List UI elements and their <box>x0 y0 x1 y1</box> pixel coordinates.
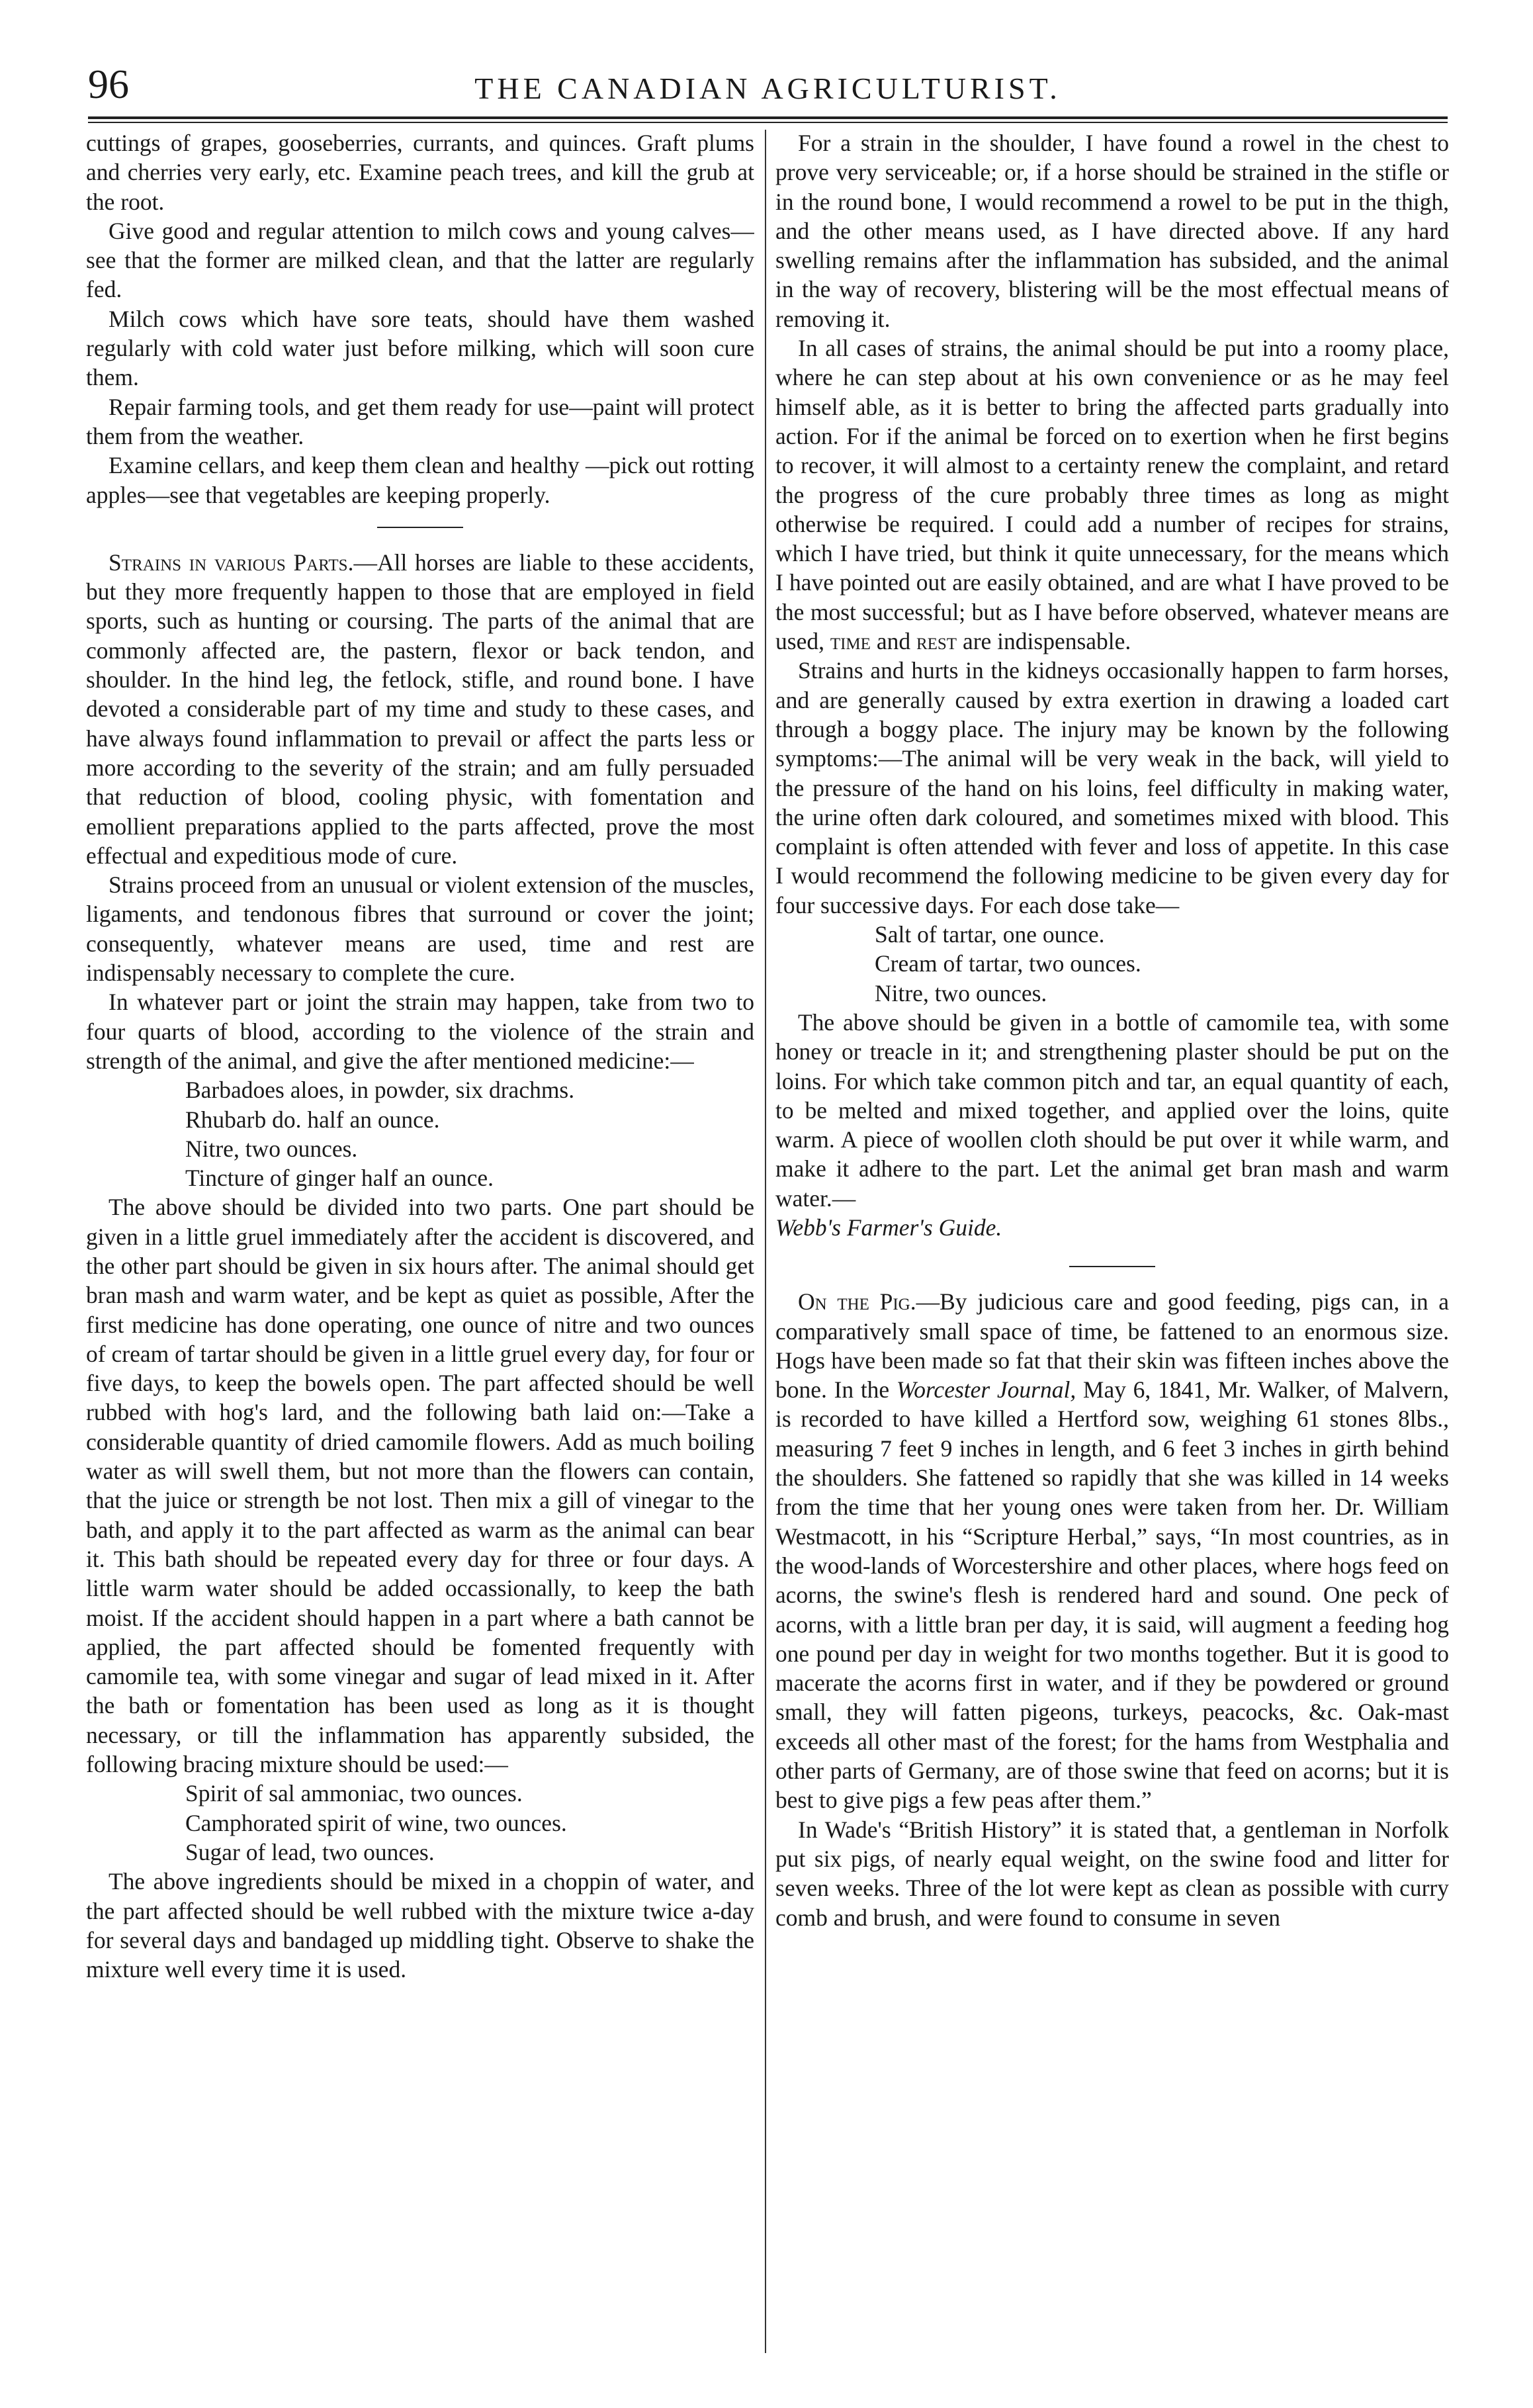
page-number: 96 <box>88 62 129 107</box>
article-heading: On the Pig. <box>798 1288 916 1315</box>
paragraph: cuttings of grapes, gooseberries, currants, and quinces. Graft plums and cherries very early, etc. Examine peach trees, and kill the grub at the root. <box>86 130 754 215</box>
section-separator <box>377 527 463 528</box>
recipe-line: Rhubarb do. half an ounce. <box>185 1106 440 1133</box>
paragraph: In Wade's “British History” it is stated that, a gentleman in Norfolk put six pigs, of nearly equal weight, on the swine food and litter for seven weeks. Three of the lot were kept as clean as possible with curry comb and brush, and were found to consume in seven <box>775 1816 1449 1931</box>
paragraph-text: and <box>870 628 916 655</box>
paragraph-text: The above should be given in a bottle of camomile tea, with some honey or treacle in it; and strengthening plaster should be put on the loins. For which take common pitch and tar, an equal quantity of each, to be melted and mixed together, and applied over the loins, quite warm. A piece of woollen cloth should be put over it while warm, and make it adhere to the part. Let the animal get bran mash and warm water.— <box>775 1008 1449 1212</box>
paragraph: Strains proceed from an unusual or violent extension of the muscles, ligaments, and tendonous fibres that surround or cover the joint; consequently, whatever means are used, time and rest are indispensably necessary to complete the cure. <box>86 871 754 987</box>
paragraph: Strains and hurts in the kidneys occasionally happen to farm horses, and are generally caused by extra exertion in drawing a loaded cart through a boggy place. The injury may be known by the following symptoms:—The animal will be very weak in the back, will yield to the pressure of the hand on his loins, feel difficulty in making water, the urine often dark coloured, and sometimes mixed with blood. This complaint is often attended with fever and loss of appetite. In this case I would recommend the following medicine to be given every day for four successive days. For each dose take— <box>775 657 1449 918</box>
section-separator <box>1069 1266 1155 1267</box>
paragraph: For a strain in the shoulder, I have found a rowel in the chest to prove very serviceable; or, if a horse should be strained in the stifle or in the round bone, I would recommend a rowel to be put in the thigh, and the other means used, as I have directed above. If any hard swelling remains after the inflammation has subsided, and the animal in the way of recovery, blistering will be the most effectual means of removing it. <box>775 130 1449 332</box>
recipe-line: Sugar of lead, two ounces. <box>185 1838 435 1865</box>
article-strains-opening <box>86 548 754 870</box>
paragraph-text: May 6, 1841, Mr. Walker, of Malvern, is recorded to have killed a Hertford sow, weighing 61 stones 8lbs., measuring 7 feet 9 inches in length, and 6 feet 3 inches in girth behind the shoulders. She fattened so rapidly that she was killed in 14 weeks from the time that her young ones were taken from her. Dr. William Westmacott, in his “Scripture Herbal,” says, “In most countries, as in the wood-lands of Worcestershire and other places, where hogs feed on acorns, the swine's flesh is rendered hard and sound. One peck of acorns, with a little bran per day, it is said, will augment a feeding hog one pound per day in weight for two months together. But it is good to macerate the acorns first in water, and if they be powdered or ground small, they will fatten pigeons, turkeys, peacocks, &c. Oak-mast exceeds all other mast of the forest; for the hams from Westphalia and other parts of Germany, are of those swine that feed on acorns; but it is best to give pigs a few peas after them.” <box>775 1376 1449 1814</box>
emphasis-time: time <box>830 628 871 655</box>
recipe-line: Tincture of ginger half an ounce. <box>185 1165 494 1192</box>
header-rule-thick <box>88 116 1448 119</box>
recipe-line: Barbadoes aloes, in powder, six drachms. <box>185 1077 575 1104</box>
recipe-line: Cream of tartar, two ounces. <box>875 950 1141 977</box>
recipe-line: Nitre, two ounces. <box>185 1135 358 1162</box>
recipe-line: Spirit of sal ammoniac, two ounces. <box>185 1780 523 1807</box>
column-divider <box>765 130 766 2353</box>
paragraph: Repair farming tools, and get them ready for use—paint will protect them from the weather. <box>86 393 754 449</box>
paragraph: The above ingredients should be mixed in a choppin of water, and the part affected should be well rubbed with the mixture twice a-day for several days and bandaged up middling tight. Observe to shake the mixture well every time it is used. <box>86 1868 754 1983</box>
recipe-line: Salt of tartar, one ounce. <box>875 921 1105 948</box>
paragraph: Milch cows which have sore teats, should have them washed regularly with cold water just before milking, which will soon cure them. <box>86 305 754 391</box>
paragraph-text: In all cases of strains, the animal should be put into a roomy place, where he can step about at his own convenience or as he may feel himself able, as it is better to bring the affected parts gradually into action. For if the animal be forced on to exertion when he first begins to recover, it will almost to a certainty renew the complaint, and retard the progress of the cure probably three times as long as might otherwise be required. I could add a number of recipes for strains, which I have tried, but think it quite unnecessary, for the means which I have pointed out are easily obtained, and are what I have proved to be the most successful; but as I have before observed, whatever means are used, <box>775 335 1449 655</box>
paragraph: Examine cellars, and keep them clean and healthy —pick out rotting apples—see that vegetables are keeping properly. <box>86 452 754 508</box>
article-pig-opening <box>775 1287 1449 1814</box>
recipe-line: Nitre, two ounces. <box>875 979 1047 1006</box>
paragraph-text: —By judicious care and good feeding, pigs can, in a comparatively small space of time, be fattened to an enormous size. Hogs have been made so fat that their skin was fifteen inches above the bone. In the <box>775 1288 1449 1404</box>
emphasis-rest: rest <box>916 628 957 655</box>
paragraph: Give good and regular attention to milch cows and young calves—see that the former are milked clean, and that the latter are regularly fed. <box>86 217 754 303</box>
journal-title: Worcester Journal, <box>896 1376 1076 1404</box>
paragraph <box>775 334 1449 656</box>
article-heading: Strains in various Parts. <box>109 549 354 576</box>
paragraph: In whatever part or joint the strain may happen, take from two to four quarts of blood, according to the violence of the strain and strength of the animal, and give the after mentioned medicine:— <box>86 989 754 1074</box>
paragraph-text: are indispensable. <box>957 628 1131 655</box>
right-column <box>775 128 1449 2365</box>
left-column <box>86 128 754 2365</box>
paragraph <box>775 1008 1449 1242</box>
recipe-line: Camphorated spirit of wine, two ounces. <box>185 1809 567 1836</box>
paragraph-text: —All horses are liable to these accidents, but they more frequently happen to those that are employed in field sports, such as hunting or coursing. The parts of the animal that are commonly affected are, the pastern, flexor or back tendon, and shoulder. In the hind leg, the fetlock, stifle, and round bone. I have devoted a considerable part of my time and study to these cases, and have always found inflammation to prevail or affect the parts less or more according to the severity of the strain; and am fully persuaded that reduction of blood, cooling physic, with fomentation and emollient preparations applied to the parts affected, prove the most effectual and expeditious mode of cure. <box>86 549 754 869</box>
page-header <box>88 56 1448 116</box>
running-title: THE CANADIAN AGRICULTURIST. <box>474 71 1061 105</box>
source-citation: Webb's Farmer's Guide. <box>775 1214 1002 1241</box>
header-rule-thin <box>88 122 1448 123</box>
paragraph: The above should be divided into two parts. One part should be given in a little gruel immediately after the accident is discovered, and the other part should be given in six hours after. The animal should get bran mash and warm water, and be kept as quiet as possible, After the first medicine has done operating, one ounce of nitre and two ounces of cream of tartar should be given in a little gruel every day, for four or five days, to keep the bowels open. The part affected should be well rubbed with hog's lard, and the following bath laid on:—Take a considerable quantity of dried camomile flowers. Add as much boiling water as will swell them, but not more than the flowers can contain, that the juice or strength be not lost. Then mix a gill of vinegar to the bath, and apply it to the part affected as warm as the animal can bear it. This bath should be repeated every day for three or four days. A little warm water should be added occassionally, to keep the bath moist. If the accident should happen in a part where a bath cannot be applied, the part affected should be fomented frequently with camomile tea, with some vinegar and sugar of lead mixed in it. After the bath or fomentation has been used as long as it is thought necessary, or till the inflammation has apparently subsided, the following bracing mixture should be used:— <box>86 1194 754 1778</box>
